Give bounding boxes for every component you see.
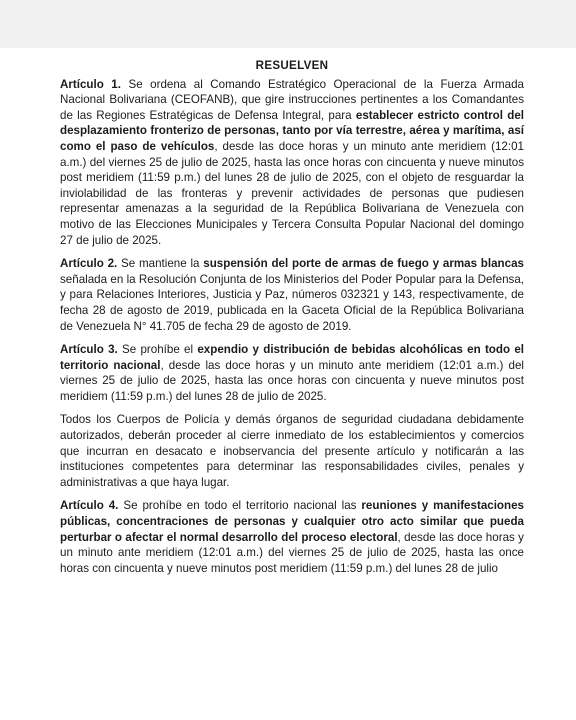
article-4 — [60, 498, 524, 576]
article-2 — [60, 256, 524, 334]
document-page — [0, 48, 576, 720]
article-3-bold: expendio y distribución de bebidas alcohólicas en todo el territorio nacional — [60, 343, 524, 372]
document-body — [60, 58, 524, 584]
article-2-bold: suspensión del porte de armas de fuego y armas blancas — [203, 257, 524, 271]
article-3-label: Artículo 3. — [60, 343, 118, 357]
article-4-label: Artículo 4. — [60, 499, 119, 513]
article-1 — [60, 77, 524, 249]
article-2-text-1: Se mantiene la — [117, 257, 204, 271]
article-2-label: Artículo 2. — [60, 257, 118, 271]
article-4-text-1: Se prohíbe en todo el territorio nacional las — [118, 499, 362, 513]
article-3 — [60, 342, 524, 404]
article-4-bold: reuniones y manifestaciones públicas, concentraciones de personas y cualquier otro acto similar que pueda perturbar o afectar el normal desarrollo del proceso electoral — [60, 499, 524, 544]
article-1-text-1: Se ordena al Comando Estratégico Operacional de la Fuerza Armada Nacional Bolivariana (CEOFANB), que gire instrucciones pertinentes a los Comandantes de las Regiones Estratégicas de Defensa Integral, para — [60, 77, 524, 122]
article-1-bold: establecer estricto control del desplazamiento fronterizo de personas, tanto por vía terrestre, aérea y marítima, así como el paso de vehículos — [60, 108, 524, 153]
article-1-label: Artículo 1. — [60, 77, 121, 91]
article-3-text-2: , desde las doce horas y un minuto ante meridiem (12:01 a.m.) del viernes 25 de julio de 2025, hasta las once horas con cincuenta y nueve minutos post meridiem (11:59 p.m.) del lunes 28 de julio de 2025. — [60, 358, 524, 403]
article-2-text-2: señalada en la Resolución Conjunta de los Ministerios del Poder Popular para la Defensa, y para Relaciones Interiores, Justicia y Paz, números 032321 y 143, respectivamente, de fecha 28 de agosto de 2019, publicada en la Gaceta Oficial de la República Bolivariana de Venezuela N° 41.705 de fecha 29 de agosto de 2019. — [60, 272, 524, 333]
article-1-text-2: , desde las doce horas y un minuto ante meridiem (12:01 a.m.) del viernes 25 de julio de 2025, hasta las once horas con cincuenta y nueve minutos post meridiem (11:59 p.m.) del lunes 28 de julio de 2025, con el objeto de resguardar la inviolabilidad de las fronteras y prevenir actividades de personas que pudiesen representar amenazas a la seguridad de la República Bolivariana de Venezuela con motivo de las Elecciones Municipales y Tercera Consulta Popular Nacional del domingo 27 de julio de 2025. — [60, 139, 525, 247]
article-4-text-2: , desde las doce horas y un minuto ante meridiem (12:01 a.m.) del viernes 25 de julio de 2025, hasta las once horas con cincuenta y nueve minutos post meridiem (11:59 p.m.) del lunes 28 de julio — [60, 530, 524, 575]
article-3-text-1: Se prohíbe el — [117, 343, 198, 357]
section-heading: RESUELVEN — [255, 59, 329, 72]
article-3-paragraph-2: Todos los Cuerpos de Policía y demás órganos de seguridad ciudadana debidamente autorizados, deberán proceder al cierre inmediato de los establecimientos y comercios que incurran en desacato e inobservancia del presente artículo y notificarán a las instituciones competentes para determinar las responsabilidades civiles, penales y administrativas a que haya lugar. — [60, 413, 524, 489]
